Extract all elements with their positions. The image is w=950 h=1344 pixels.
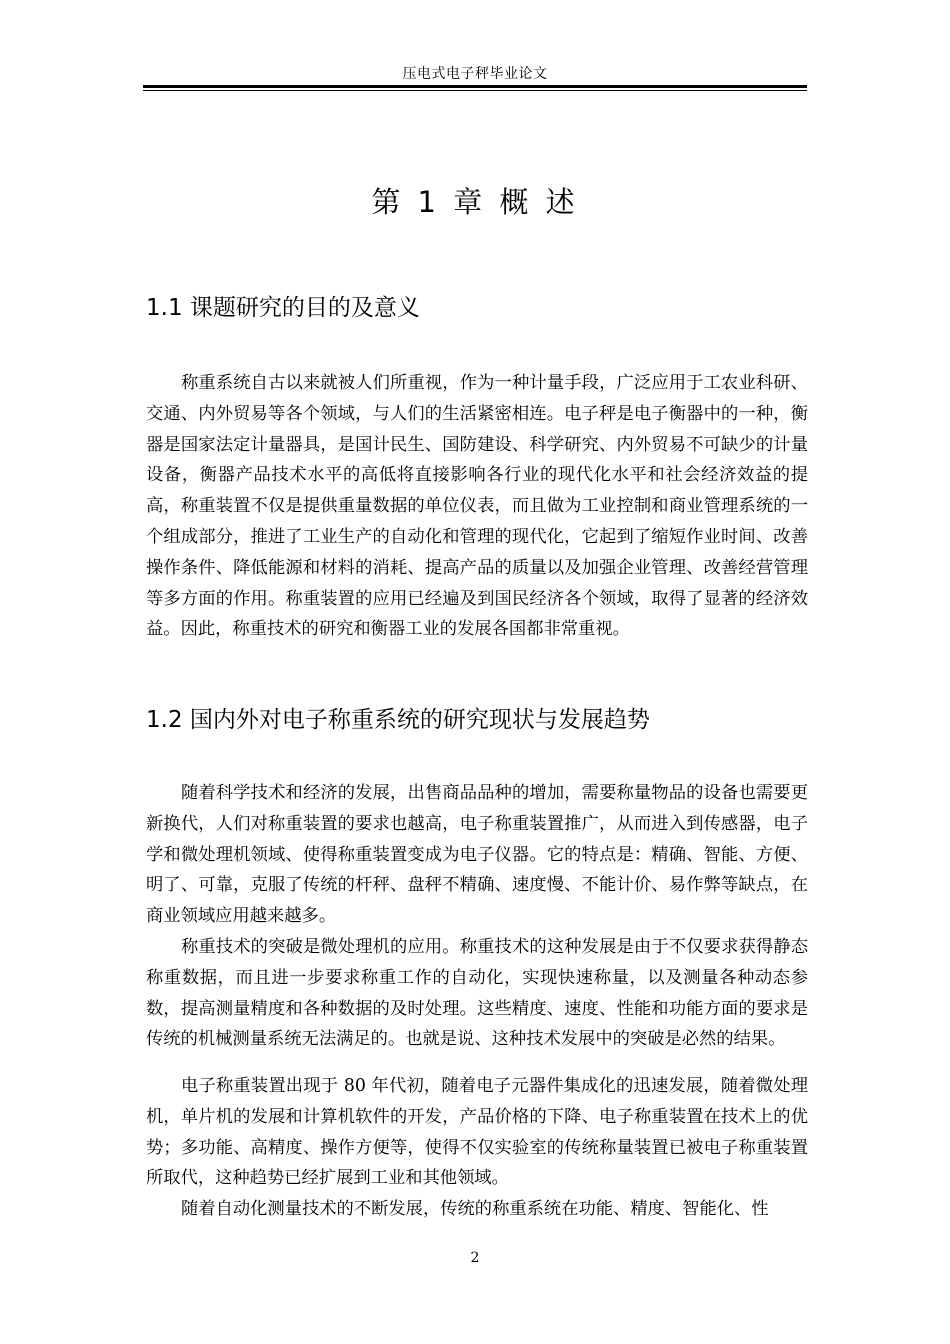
section-heading-1-2: 1.2 国内外对电子称重系统的研究现状与发展趋势: [146, 707, 650, 733]
section-heading-1-1: 1.1 课题研究的目的及意义: [146, 295, 420, 321]
chapter-title: 第 1 章 概 述: [371, 185, 579, 219]
header-rule-thin: [143, 90, 807, 91]
section-1-2-paragraph-1: 随着科学技术和经济的发展，出售商品品种的增加，需要称量物品的设备也需要更新换代，人们对称重装置的要求也越高，电子称重装置推广，从而进入到传感器，电子学和微处理机领域、使得称重装置变成为电子仪器。它的特点是：精确、智能、方便、明了、可靠，克服了传统的杆秤、盘秤不精确、速度慢、不能计价、易作弊等缺点，在商业领域应用越来越多。: [146, 783, 808, 927]
section-1-1-paragraph-1: 称重系统自古以来就被人们所重视，作为一种计量手段，广泛应用于工农业科研、交通、内外贸易等各个领域，与人们的生活紧密相连。电子秤是电子衡器中的一种，衡器是国家法定计量器具，是国计民生、国防建设、科学研究、内外贸易不可缺少的计量设备，衡器产品技术水平的高低将直接影响各行业的现代化水平和社会经济效益的提高，称重装置不仅是提供重量数据的单位仪表，而且做为工业控制和商业管理系统的一个组成部分，推进了工业生产的自动化和管理的现代化，它起到了缩短作业时间、改善操作条件、降低能源和材料的消耗、提高产品的质量以及加强企业管理、改善经营管理等多方面的作用。称重装置的应用已经遍及到国民经济各个领域，取得了显著的经济效益。因此，称重技术的研究和衡器工业的发展各国都非常重视。: [146, 373, 808, 640]
header-rule-thick: [143, 85, 807, 88]
page-header: 压电式电子秤毕业论文: [402, 66, 548, 82]
section-1-2-paragraph-2: 称重技术的突破是微处理机的应用。称重技术的这种发展是由于不仅要求获得静态称重数据，而且进一步要求称重工作的自动化，实现快速称量，以及测量各种动态参数，提高测量精度和各种数据的及时处理。这些精度、速度、性能和功能方面的要求是传统的机械测量系统无法满足的。也就是说、这种技术发展中的突破是必然的结果。: [146, 937, 808, 1050]
section-1-2-paragraph-3: 电子称重装置出现于 80 年代初，随着电子元器件集成化的迅速发展，随着微处理机，单片机的发展和计算机软件的开发，产品价格的下降、电子称重装置在技术上的优势；多功能、高精度、操作方便等，使得不仅实验室的传统称量装置已被电子称重装置所取代，这种趋势已经扩展到工业和其他领域。: [146, 1076, 808, 1189]
section-1-2-paragraph-4: 随着自动化测量技术的不断发展，传统的称重系统在功能、精度、智能化、性: [181, 1199, 769, 1219]
page-number: 2: [470, 1250, 480, 1266]
